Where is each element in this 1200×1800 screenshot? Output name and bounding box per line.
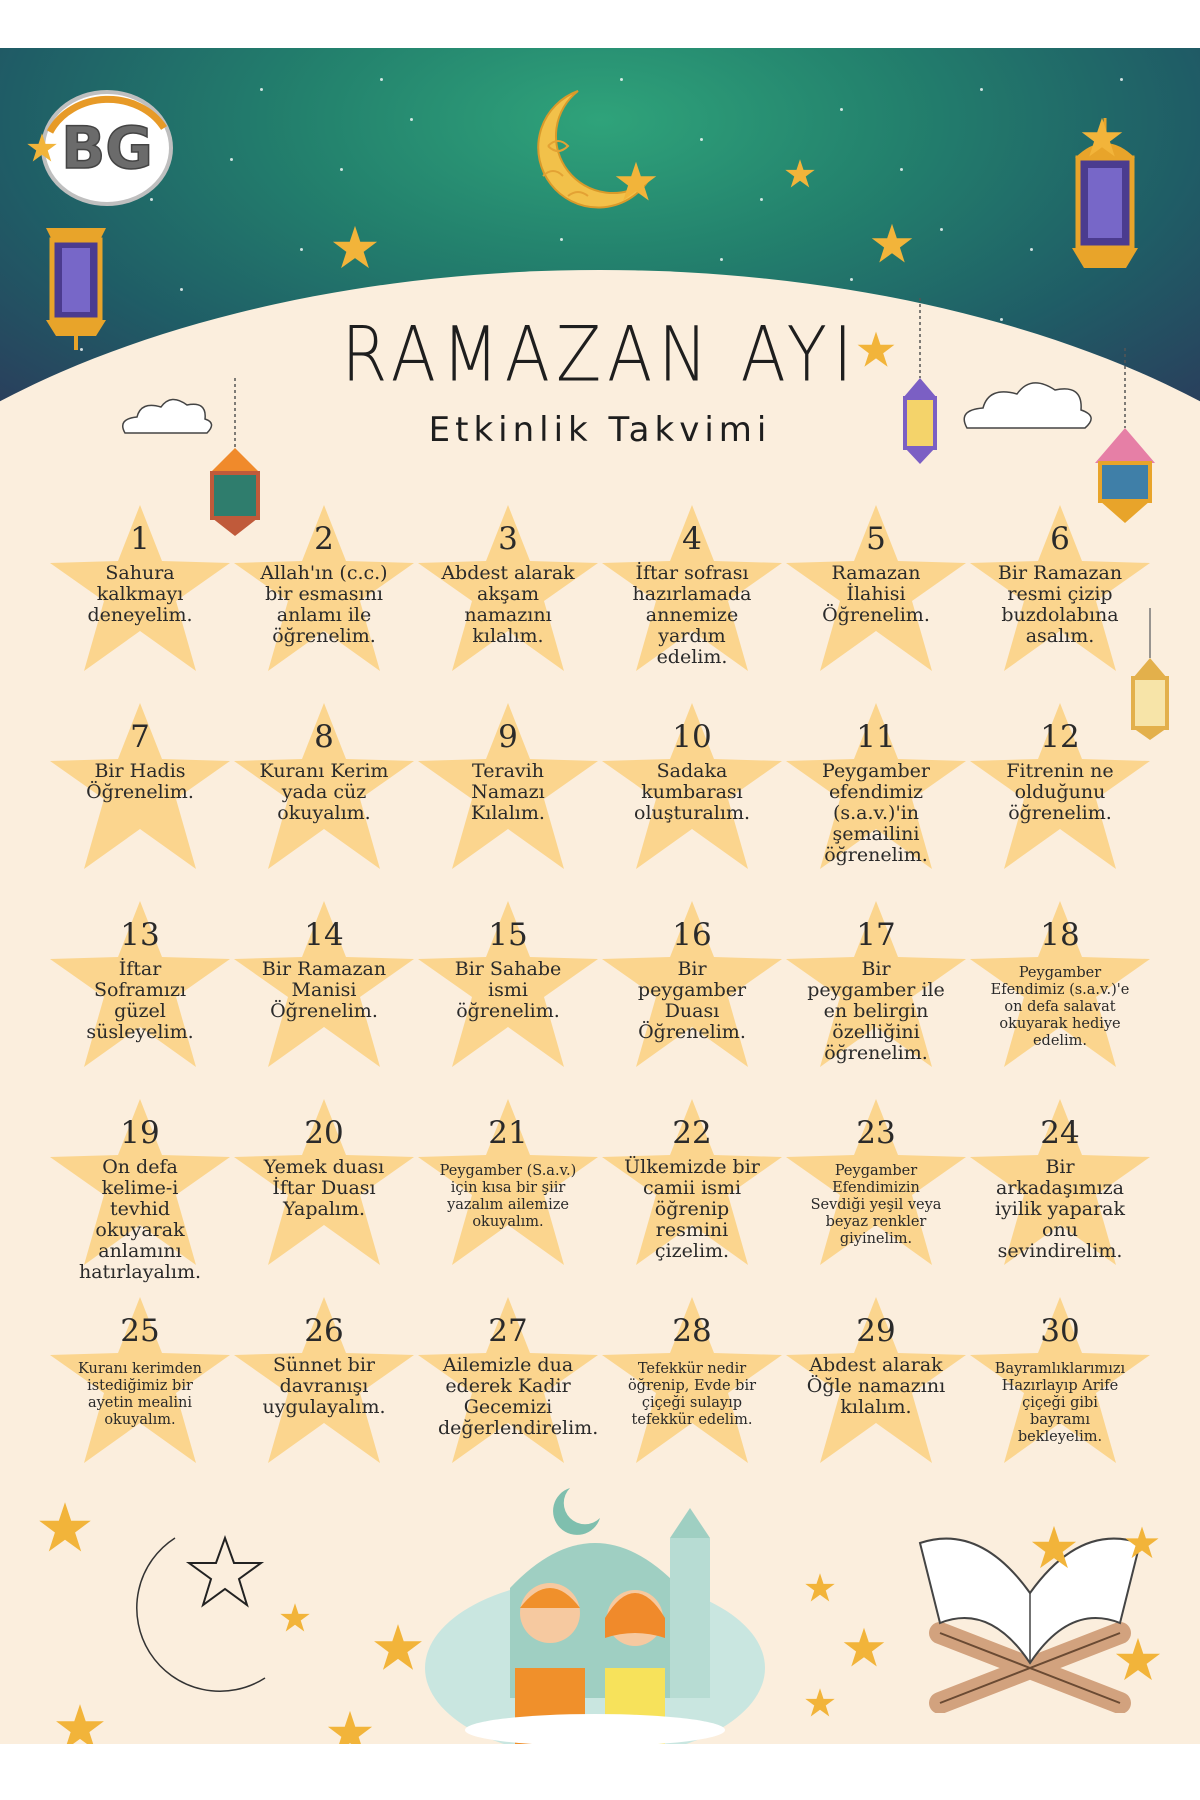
sparkle-dot bbox=[230, 158, 233, 161]
sparkle-dot bbox=[700, 138, 703, 141]
day-number: 16 bbox=[672, 917, 712, 953]
gold-star-icon bbox=[856, 330, 896, 370]
day-number: 17 bbox=[856, 917, 896, 953]
day-activity: Sahura kalkmayı deneyelim. bbox=[87, 562, 193, 626]
day-activity: Ülkemizde bir camii ismi öğrenip resmini çizelim. bbox=[624, 1156, 760, 1262]
calendar-day-17 bbox=[784, 899, 968, 1074]
sparkle-dot bbox=[1120, 78, 1123, 81]
day-number: 23 bbox=[856, 1115, 896, 1151]
calendar-day-30 bbox=[968, 1295, 1152, 1470]
calendar-day-20 bbox=[232, 1097, 416, 1272]
day-number: 5 bbox=[866, 521, 886, 557]
day-activity: Bir Sahabe ismi öğrenelim. bbox=[454, 958, 562, 1022]
mosque-kids-illustration bbox=[420, 1468, 770, 1744]
calendar-day-26 bbox=[232, 1295, 416, 1470]
calendar-day-8 bbox=[232, 701, 416, 876]
gold-star-icon bbox=[1080, 116, 1124, 160]
calendar-day-22 bbox=[600, 1097, 784, 1272]
gold-star-icon bbox=[331, 224, 379, 272]
day-number: 6 bbox=[1050, 521, 1070, 557]
gold-star-icon bbox=[784, 158, 816, 190]
gold-star-icon bbox=[804, 1572, 836, 1604]
day-activity: Peygamber Efendimiz (s.a.v.)'e on defa salavat okuyarak hediye edelim. bbox=[990, 965, 1130, 1049]
calendar-grid bbox=[48, 503, 1152, 1513]
day-number: 10 bbox=[672, 719, 712, 755]
day-activity: Kuranı kerimden istediğimiz bir ayetin mealini okuyalım. bbox=[78, 1361, 202, 1428]
calendar-day-2 bbox=[232, 503, 416, 678]
gold-star-icon bbox=[26, 132, 58, 164]
calendar-day-4 bbox=[600, 503, 784, 678]
calendar-day-5 bbox=[784, 503, 968, 678]
calendar-day-13 bbox=[48, 899, 232, 1074]
calendar-day-27 bbox=[416, 1295, 600, 1470]
day-activity: Bir peygamber ile en belirgin özelliğini öğrenelim. bbox=[807, 958, 945, 1064]
calendar-day-14 bbox=[232, 899, 416, 1074]
calendar-day-10 bbox=[600, 701, 784, 876]
calendar-day-24 bbox=[968, 1097, 1152, 1272]
day-activity: Peygamber efendimiz (s.a.v.)'in şemailini öğrenelim. bbox=[822, 760, 930, 866]
sparkle-dot bbox=[180, 288, 183, 291]
day-activity: Bayramlıklarımızı Hazırlayıp Arife çiçeği gibi bayramı bekleyelim. bbox=[994, 1361, 1126, 1445]
day-number: 11 bbox=[856, 719, 896, 755]
sparkle-dot bbox=[940, 228, 943, 231]
day-activity: Teravih Namazı Kılalım. bbox=[471, 760, 545, 824]
gold-star-icon bbox=[870, 222, 914, 266]
gold-star-icon bbox=[372, 1622, 424, 1674]
day-activity: Peygamber Efendimizin Sevdiği yeşil veya beyaz renkler giyinelim. bbox=[810, 1163, 942, 1247]
gold-star-icon bbox=[1030, 1524, 1078, 1572]
sparkle-dot bbox=[620, 78, 623, 81]
day-activity: Bir Ramazan resmi çizip buzdolabına asalım. bbox=[997, 562, 1123, 647]
gold-star-icon bbox=[614, 160, 658, 204]
day-number: 18 bbox=[1040, 917, 1080, 953]
logo-text: BG bbox=[61, 114, 153, 182]
calendar-day-21 bbox=[416, 1097, 600, 1272]
day-activity: Abdest alarak akşam namazını kılalım. bbox=[441, 562, 575, 647]
sparkle-dot bbox=[980, 88, 983, 91]
sparkle-dot bbox=[720, 258, 723, 261]
page-subtitle: Etkinlik Takvimi bbox=[428, 410, 772, 450]
gold-star-icon bbox=[1124, 1525, 1160, 1561]
sparkle-dot bbox=[840, 108, 843, 111]
gold-star-icon bbox=[54, 1702, 106, 1744]
sparkle-dot bbox=[340, 168, 343, 171]
day-number: 14 bbox=[304, 917, 344, 953]
day-number: 20 bbox=[304, 1115, 344, 1151]
day-number: 19 bbox=[120, 1115, 160, 1151]
sparkle-dot bbox=[900, 168, 903, 171]
sparkle-dot bbox=[760, 198, 763, 201]
sparkle-dot bbox=[850, 278, 853, 281]
sparkle-dot bbox=[410, 118, 413, 121]
day-number: 27 bbox=[488, 1313, 528, 1349]
calendar-day-11 bbox=[784, 701, 968, 876]
gold-star-icon bbox=[804, 1687, 836, 1719]
day-activity: Peygamber (S.a.v.) için kısa bir şiir yazalım ailemize okuyalım. bbox=[439, 1163, 577, 1230]
day-activity: Bir Ramazan Manisi Öğrenelim. bbox=[261, 958, 387, 1022]
day-activity: Tefekkür nedir öğrenip, Evde bir çiçeği sulayıp tefekkür edelim. bbox=[627, 1361, 757, 1428]
day-activity: Bir Hadis Öğrenelim. bbox=[86, 760, 194, 803]
day-number: 24 bbox=[1040, 1115, 1080, 1151]
sparkle-dot bbox=[260, 88, 263, 91]
calendar-day-15 bbox=[416, 899, 600, 1074]
calendar-day-29 bbox=[784, 1295, 968, 1470]
gold-star-icon bbox=[842, 1626, 886, 1670]
day-number: 9 bbox=[498, 719, 518, 755]
day-activity: Yemek duası İftar Duası Yapalım. bbox=[263, 1156, 385, 1220]
day-number: 26 bbox=[304, 1313, 344, 1349]
day-activity: Abdest alarak Öğle namazını kılalım. bbox=[806, 1354, 946, 1418]
calendar-day-23 bbox=[784, 1097, 968, 1272]
day-activity: On defa kelime-i tevhid okuyarak anlamını hatırlayalım. bbox=[78, 1156, 202, 1283]
day-activity: İftar sofrası hazırlamada annemize yardım edelim. bbox=[632, 562, 752, 668]
day-number: 3 bbox=[498, 521, 518, 557]
poster bbox=[0, 48, 1200, 1744]
day-activity: Sünnet bir davranışı uygulayalım. bbox=[262, 1354, 386, 1418]
day-number: 29 bbox=[856, 1313, 896, 1349]
day-number: 2 bbox=[314, 521, 334, 557]
calendar-day-18 bbox=[968, 899, 1152, 1074]
day-number: 15 bbox=[488, 917, 528, 953]
sparkle-dot bbox=[300, 248, 303, 251]
day-activity: Fitrenin ne olduğunu öğrenelim. bbox=[1006, 760, 1114, 824]
day-number: 25 bbox=[120, 1313, 160, 1349]
day-number: 21 bbox=[488, 1115, 528, 1151]
day-number: 8 bbox=[314, 719, 334, 755]
calendar-day-28 bbox=[600, 1295, 784, 1470]
calendar-day-12 bbox=[968, 701, 1152, 876]
sparkle-dot bbox=[380, 78, 383, 81]
sparkle-dot bbox=[560, 238, 563, 241]
calendar-day-9 bbox=[416, 701, 600, 876]
gold-star-icon bbox=[1114, 1636, 1162, 1684]
day-activity: Allah'ın (c.c.) bir esmasını anlamı ile öğrenelim. bbox=[260, 562, 388, 647]
calendar-day-25 bbox=[48, 1295, 232, 1470]
day-number: 12 bbox=[1040, 719, 1080, 755]
gold-star-icon bbox=[326, 1709, 374, 1744]
gold-star-icon bbox=[279, 1602, 311, 1634]
calendar-day-1 bbox=[48, 503, 232, 678]
calendar-day-16 bbox=[600, 899, 784, 1074]
page-title: RAMAZAN AYI bbox=[341, 310, 859, 399]
day-activity: Sadaka kumbarası oluşturalım. bbox=[634, 760, 750, 824]
day-activity: Kuranı Kerim yada cüz okuyalım. bbox=[259, 760, 389, 824]
day-number: 30 bbox=[1040, 1313, 1080, 1349]
day-number: 22 bbox=[672, 1115, 712, 1151]
day-number: 13 bbox=[120, 917, 160, 953]
calendar-day-19 bbox=[48, 1097, 232, 1283]
day-number: 28 bbox=[672, 1313, 712, 1349]
calendar-day-6 bbox=[968, 503, 1152, 678]
day-activity: İftar Soframızı güzel süsleyelim. bbox=[86, 958, 194, 1043]
day-activity: Bir arkadaşımıza iyilik yaparak onu sevindirelim. bbox=[994, 1156, 1126, 1262]
day-activity: Bir peygamber Duası Öğrenelim. bbox=[637, 958, 747, 1043]
day-number: 7 bbox=[130, 719, 150, 755]
day-number: 4 bbox=[682, 521, 702, 557]
sparkle-dot bbox=[1030, 248, 1033, 251]
calendar-day-7 bbox=[48, 701, 232, 876]
day-activity: Ailemizle dua ederek Kadir Gecemizi değerlendirelim. bbox=[438, 1354, 599, 1439]
gold-star-icon bbox=[37, 1500, 93, 1556]
day-activity: Ramazan İlahisi Öğrenelim. bbox=[822, 562, 930, 626]
outline-star-icon bbox=[185, 1533, 265, 1613]
day-number: 1 bbox=[130, 521, 150, 557]
calendar-day-3 bbox=[416, 503, 600, 678]
